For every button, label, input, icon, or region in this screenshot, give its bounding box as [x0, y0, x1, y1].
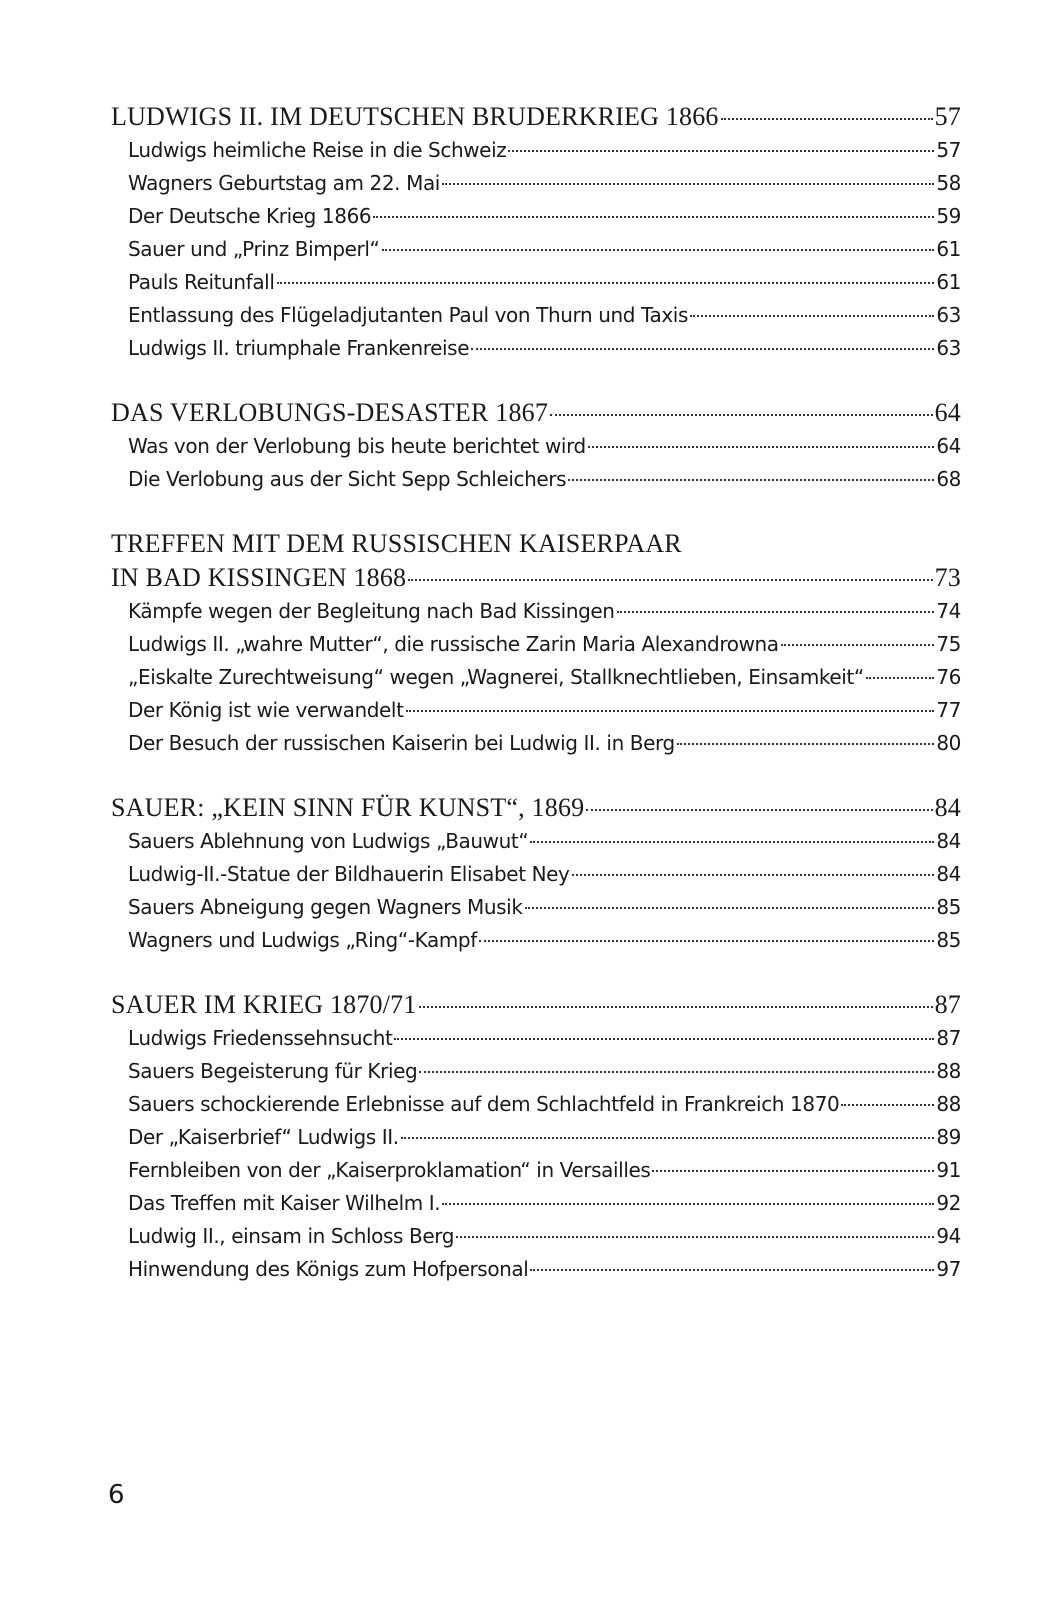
entry-page-number: 84: [936, 829, 961, 853]
dot-leader: [530, 1269, 934, 1271]
toc-entry[interactable]: [111, 167, 961, 200]
toc-section: [111, 527, 961, 760]
dot-leader: [442, 183, 934, 185]
entry-page-number: 97: [936, 1257, 961, 1281]
entry-page-number: 77: [936, 698, 961, 722]
entry-page-number: 64: [936, 434, 961, 458]
dot-leader: [277, 282, 935, 284]
entry-title: Wagners und Ludwigs „Ring“-Kampf: [128, 928, 477, 952]
entry-title: Hinwendung des Königs zum Hofpersonal: [128, 1257, 529, 1281]
dot-leader: [572, 874, 935, 876]
dot-leader: [586, 809, 932, 811]
entry-title: Sauer und „Prinz Bimperl“: [128, 237, 380, 261]
dot-leader: [690, 315, 934, 317]
entry-page-number: 87: [936, 1026, 961, 1050]
chapter-title: SAUER: „KEIN SINN FÜR KUNST“, 1869: [111, 793, 585, 822]
chapter-page-number: 73: [934, 563, 961, 592]
dot-leader: [419, 1071, 934, 1073]
entry-page-number: 74: [936, 599, 961, 623]
chapter-page-number: 84: [934, 793, 961, 822]
dot-leader: [588, 446, 935, 448]
chapter-page-number: 87: [934, 990, 961, 1019]
toc-chapter-heading[interactable]: [111, 791, 961, 825]
dot-leader: [382, 249, 935, 251]
entry-title: Die Verlobung aus der Sicht Sepp Schleichers: [128, 467, 567, 491]
entry-page-number: 68: [936, 467, 961, 491]
toc-entry[interactable]: [111, 727, 961, 760]
entry-page-number: 61: [936, 237, 961, 261]
toc-entry[interactable]: [111, 1121, 961, 1154]
entry-page-number: 61: [936, 270, 961, 294]
entry-title: Pauls Reitunfall: [128, 270, 275, 294]
chapter-title: IN BAD KISSINGEN 1868: [111, 563, 407, 592]
toc-entry[interactable]: [111, 1220, 961, 1253]
dot-leader: [442, 1203, 934, 1205]
page-folio-number: 6: [108, 1480, 125, 1510]
dot-leader: [530, 841, 934, 843]
toc-entry[interactable]: [111, 430, 961, 463]
toc-entry[interactable]: [111, 1154, 961, 1187]
entry-page-number: 58: [936, 171, 961, 195]
toc-section: [111, 988, 961, 1286]
chapter-title-line1: TREFFEN MIT DEM RUSSISCHEN KAISERPAAR: [111, 529, 682, 558]
dot-leader: [394, 1038, 934, 1040]
toc-entry[interactable]: [111, 825, 961, 858]
toc-entry[interactable]: [111, 299, 961, 332]
chapter-title: SAUER IM KRIEG 1870/71: [111, 990, 417, 1019]
entry-title: Entlassung des Flügeladjutanten Paul von Thurn und Taxis: [128, 303, 688, 327]
entry-page-number: 88: [936, 1092, 961, 1116]
dot-leader: [456, 1236, 934, 1238]
toc-entry[interactable]: [111, 1253, 961, 1286]
toc-entry[interactable]: [111, 924, 961, 957]
entry-page-number: 89: [936, 1125, 961, 1149]
dot-leader: [525, 907, 935, 909]
entry-title: Ludwigs II. triumphale Frankenreise: [128, 336, 470, 360]
toc-chapter-heading[interactable]: [111, 561, 961, 595]
chapter-page-number: 57: [934, 102, 961, 131]
entry-title: Fernbleiben von der „Kaiserproklamation“ in Versailles: [128, 1158, 651, 1182]
dot-leader: [617, 611, 935, 613]
entry-title: Ludwig-II.-Statue der Bildhauerin Elisabet Ney: [128, 862, 570, 886]
toc-entry[interactable]: [111, 266, 961, 299]
toc-entry[interactable]: [111, 661, 961, 694]
entry-title: Der Deutsche Krieg 1866: [128, 204, 372, 228]
entry-page-number: 94: [936, 1224, 961, 1248]
toc-chapter-heading[interactable]: [111, 100, 961, 134]
entry-title: Der Besuch der russischen Kaiserin bei Ludwig II. in Berg: [128, 731, 675, 755]
entry-page-number: 59: [936, 204, 961, 228]
toc-section: [111, 396, 961, 496]
dot-leader: [568, 479, 934, 481]
entry-page-number: 88: [936, 1059, 961, 1083]
entry-title: Sauers Abneigung gegen Wagners Musik: [128, 895, 523, 919]
entry-title: Ludwig II., einsam in Schloss Berg: [128, 1224, 454, 1248]
entry-page-number: 63: [936, 303, 961, 327]
chapter-title: LUDWIGS II. IM DEUTSCHEN BRUDERKRIEG 1866: [111, 102, 719, 131]
toc-entry[interactable]: [111, 200, 961, 233]
entry-title: Der „Kaiserbrief“ Ludwigs II.: [128, 1125, 399, 1149]
dot-leader: [781, 644, 935, 646]
entry-page-number: 75: [936, 632, 961, 656]
entry-page-number: 57: [936, 138, 961, 162]
entry-title: Sauers schockierende Erlebnisse auf dem Schlachtfeld in Frankreich 1870: [128, 1092, 840, 1116]
entry-title: Das Treffen mit Kaiser Wilhelm I.: [128, 1191, 441, 1215]
chapter-page-number: 64: [934, 398, 961, 427]
dot-leader: [677, 743, 935, 745]
toc-entry[interactable]: [111, 1088, 961, 1121]
entry-title: Ludwigs Friedenssehnsucht: [128, 1026, 393, 1050]
toc-chapter-heading[interactable]: [111, 396, 961, 430]
entry-page-number: 85: [936, 928, 961, 952]
entry-title: Kämpfe wegen der Begleitung nach Bad Kissingen: [128, 599, 615, 623]
toc-entry[interactable]: [111, 332, 961, 365]
entry-page-number: 63: [936, 336, 961, 360]
toc-entry[interactable]: [111, 1055, 961, 1088]
toc-entry[interactable]: [111, 628, 961, 661]
dot-leader: [471, 348, 934, 350]
chapter-title: DAS VERLOBUNGS-DESASTER 1867: [111, 398, 549, 427]
entry-page-number: 85: [936, 895, 961, 919]
dot-leader: [866, 677, 935, 679]
table-of-contents: [111, 100, 961, 1317]
entry-title: „Eiskalte Zurechtweisung“ wegen „Wagnerei, Stallknechtlieben, Einsamkeit“: [128, 665, 864, 689]
entry-title: Was von der Verlobung bis heute berichtet wird: [128, 434, 586, 458]
entry-title: Wagners Geburtstag am 22. Mai: [128, 171, 440, 195]
toc-entry[interactable]: [111, 1187, 961, 1220]
dot-leader: [419, 1006, 933, 1008]
toc-entry[interactable]: [111, 1022, 961, 1055]
dot-leader: [479, 940, 934, 942]
dot-leader: [401, 1137, 935, 1139]
entry-page-number: 84: [936, 862, 961, 886]
dot-leader: [652, 1170, 934, 1172]
dot-leader: [373, 216, 934, 218]
entry-title: Sauers Ablehnung von Ludwigs „Bauwut“: [128, 829, 529, 853]
dot-leader: [721, 118, 933, 120]
toc-entry[interactable]: [111, 134, 961, 167]
dot-leader: [508, 150, 934, 152]
entry-page-number: 92: [936, 1191, 961, 1215]
toc-entry[interactable]: [111, 891, 961, 924]
entry-title: Der König ist wie verwandelt: [128, 698, 404, 722]
toc-entry[interactable]: [111, 595, 961, 628]
entry-page-number: 91: [936, 1158, 961, 1182]
toc-section: [111, 100, 961, 365]
entry-title: Ludwigs heimliche Reise in die Schweiz: [128, 138, 507, 162]
toc-entry[interactable]: [111, 858, 961, 891]
entry-page-number: 76: [936, 665, 961, 689]
dot-leader: [841, 1104, 934, 1106]
dot-leader: [550, 414, 933, 416]
toc-section: [111, 791, 961, 957]
entry-title: Ludwigs II. „wahre Mutter“, die russische Zarin Maria Alexandrowna: [128, 632, 779, 656]
toc-chapter-heading-line1[interactable]: [111, 527, 961, 561]
toc-entry[interactable]: [111, 233, 961, 266]
entry-title: Sauers Begeisterung für Krieg: [128, 1059, 418, 1083]
entry-page-number: 80: [936, 731, 961, 755]
toc-chapter-heading[interactable]: [111, 988, 961, 1022]
toc-entry[interactable]: [111, 694, 961, 727]
dot-leader: [408, 579, 932, 581]
dot-leader: [406, 710, 935, 712]
toc-entry[interactable]: [111, 463, 961, 496]
